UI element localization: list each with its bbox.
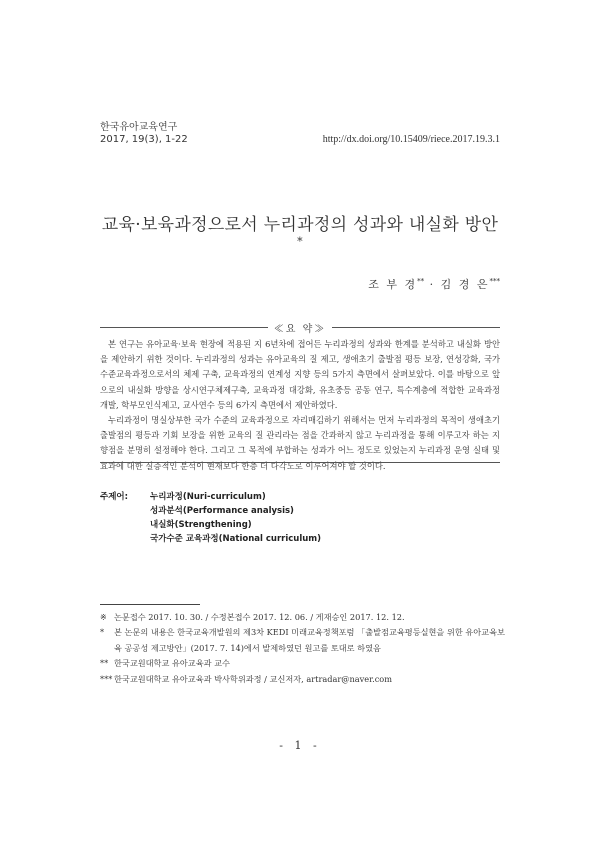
keyword-item: 내실화(Strengthening) bbox=[150, 520, 252, 530]
journal-name: 한국유아교육연구 bbox=[100, 122, 178, 133]
abstract-rule-bottom bbox=[100, 462, 500, 463]
title-footnote-mark: * bbox=[297, 235, 303, 248]
author-second: 김 경 은 bbox=[440, 278, 490, 291]
abstract-rule-right bbox=[332, 327, 500, 328]
author-separator: · bbox=[424, 278, 441, 291]
footnote-text: 본 논문의 내용은 한국교육개발원의 제3차 KEDI 미래교육정책포럼 「출발점교육평등실현을 위한 유아교육보육 공공성 제고방안」(2017. 7. 14)에서 발제하였던 원고를 토대로 하였음 bbox=[114, 627, 505, 653]
abstract-body bbox=[100, 337, 500, 474]
abstract-paragraph-2: 누리과정이 명실상부한 국가 수준의 교육과정으로 자리매김하기 위해서는 먼저 누리과정의 목적이 생애초기 출발점의 평등과 기회 보장을 위한 교육의 질 관리라는 점을 간과하지 않고 누리과정을 통해 이루고자 하는 지향점을 분명히 설정해야 한다. 그리고 그 목적에 부합하는 성과가 어느 정도로 있었는지 누리과정 운영 실태 및 효과에 대한 실증적인 분석이 현재보다 한층 더 다각도로 이루어져야 할 것이다. bbox=[100, 415, 500, 471]
paper-title bbox=[100, 210, 500, 257]
footnote-text: 논문접수 2017. 10. 30. / 수정본접수 2017. 12. 06. / 게재승인 2017. 12. 12. bbox=[114, 612, 405, 622]
footnote-mark: * bbox=[100, 627, 105, 638]
abstract-paragraph-1: 본 연구는 유아교육·보육 현장에 적용된 지 6년차에 접어든 누리과정의 성과와 한계를 분석하고 내실화 방안을 제안하기 위한 것이다. 누리과정의 성과는 유아교육의 질 제고, 생애초기 출발점 평등 보장, 연성강화, 국가 수준교육과정으로서의 체제 구축, 교육과정의 연계성 지향 등의 5가지 측면에서 살펴보았다. 이를 바탕으로 앞으로의 내실화 방향을 상시연구체제구축, 교육과정 대강화, 유초중등 공동 연구, 특수계층에 적합한 교육과정 개발, 학부모인식제고, 교사연수 등의 6가지 측면에서 제안하였다. bbox=[100, 339, 500, 410]
keyword-item: 성과분석(Performance analysis) bbox=[150, 506, 294, 516]
footnote-corresponding-author bbox=[100, 672, 505, 687]
abstract-heading: ≪요 약≫ bbox=[273, 324, 327, 335]
author-second-mark: *** bbox=[489, 277, 500, 286]
keyword-item: 누리과정(Nuri-curriculum) bbox=[150, 492, 266, 502]
footnote-mark: ** bbox=[100, 658, 109, 669]
keywords-list bbox=[150, 490, 321, 546]
keyword-item: 국가수준 교육과정(National curriculum) bbox=[150, 534, 322, 544]
footnote-source bbox=[100, 625, 505, 656]
author-first-mark: ** bbox=[417, 277, 425, 286]
paper-title-text: 교육·보육과정으로서 누리과정의 성과와 내실화 방안 bbox=[101, 215, 499, 235]
footnote-text: 한국교원대학교 유아교육과 박사학위과정 / 교신저자, artradar@naver.com bbox=[114, 673, 392, 684]
footnote-mark: ※ bbox=[100, 612, 107, 622]
footnote-first-author bbox=[100, 656, 505, 671]
footnote-rule bbox=[100, 604, 200, 605]
journal-volume: 2017, 19(3), 1-22 bbox=[100, 134, 188, 145]
footnote-received bbox=[100, 610, 505, 625]
footnotes bbox=[100, 610, 505, 687]
abstract-rule-left bbox=[100, 327, 268, 328]
footnote-mark: *** bbox=[100, 673, 113, 684]
author-first: 조 부 경 bbox=[368, 278, 418, 291]
author-line bbox=[368, 276, 500, 292]
keywords-label: 주제어: bbox=[100, 492, 129, 502]
footnote-text: 한국교원대학교 유아교육과 교수 bbox=[114, 658, 230, 669]
doi-link[interactable]: http://dx.doi.org/10.15409/riece.2017.19.3.1 bbox=[322, 134, 500, 145]
page-number: - 1 - bbox=[279, 739, 321, 752]
abstract-heading-row bbox=[100, 320, 500, 334]
